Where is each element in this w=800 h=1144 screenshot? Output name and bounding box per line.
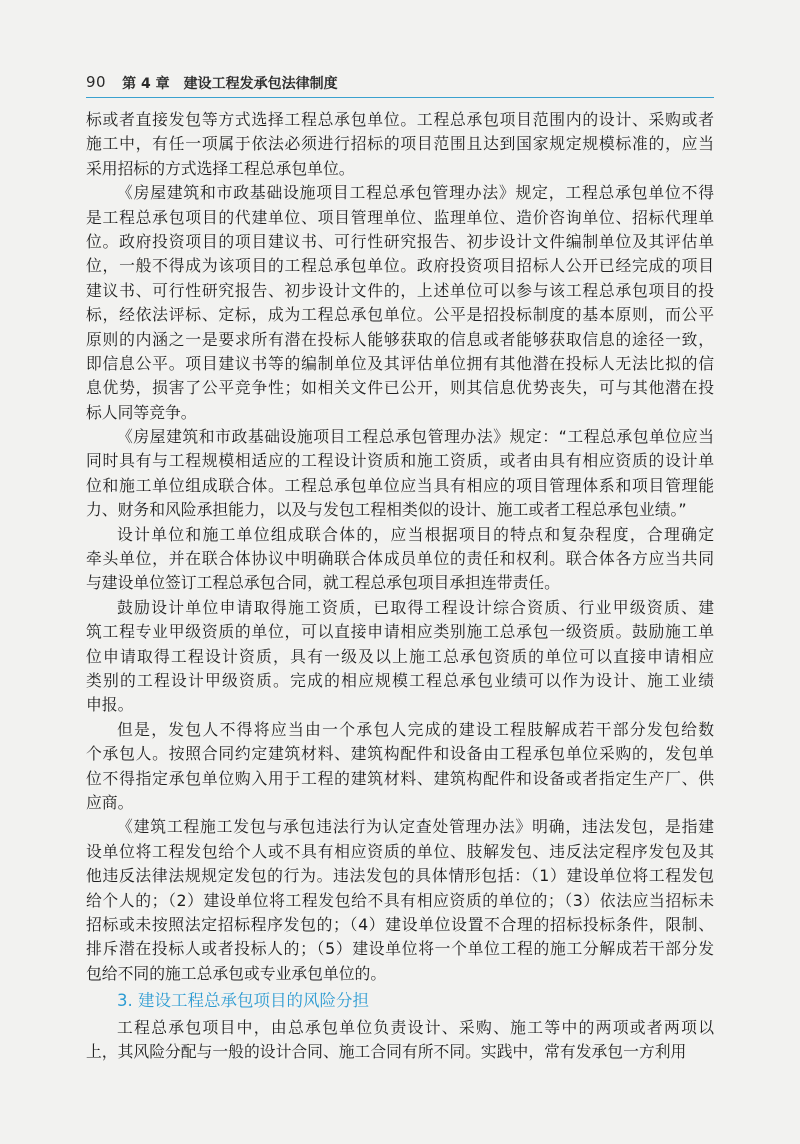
section-heading: 3. 建设工程总承包项目的风险分担 xyxy=(117,991,369,1011)
paragraph xyxy=(86,425,714,523)
text-line: 位和施工单位组成联合体。工程总承包单位应当具有相应的项目管理体系和项目管理能 xyxy=(86,475,714,495)
chapter-number: 第 4 章 xyxy=(122,76,170,92)
text-line: 是工程总承包项目的代建单位、项目管理单位、监理单位、造价咨询单位、招标代理单 xyxy=(86,207,714,227)
text-line: 息优势，损害了公平竞争性；如相关文件已公开，则其信息优势丧失，可与其他潜在投 xyxy=(86,378,714,398)
text-line: 招标或未按照法定招标程序发包的；（4）建设单位设置不合理的招标投标条件，限制、 xyxy=(86,914,714,934)
text-line: 位申请取得工程设计资质，具有一级及以上施工总承包资质的单位可以直接申请相应 xyxy=(86,646,714,666)
text-line: 工程总承包项目中，由总承包单位负责设计、采购、施工等中的两项或者两项以 xyxy=(117,1018,714,1038)
final-paragraph xyxy=(86,1016,714,1065)
text-line: 但是，发包人不得将应当由一个承包人完成的建设工程肢解成若干部分发包给数 xyxy=(117,719,714,739)
text-line: 位。政府投资项目的项目建议书、可行性研究报告、初步设计文件编制单位及其评估单 xyxy=(86,231,714,251)
text-line: 个承包人。按照合同约定建筑材料、建筑构配件和设备由工程承包单位采购的，发包单 xyxy=(86,744,714,764)
text-line: 位不得指定承包单位购入用于工程的建筑材料、建筑构配件和设备或者指定生产厂、供 xyxy=(86,768,714,788)
body-text xyxy=(86,108,714,1065)
text-line: 牵头单位，并在联合体协议中明确联合体成员单位的责任和权利。联合体各方应当共同 xyxy=(86,549,714,569)
text-line: 原则的内涵之一是要求所有潜在投标人能够获取的信息或者能够获取信息的途径一致， xyxy=(86,329,714,349)
text-line: 鼓励设计单位申请取得施工资质，已取得工程设计综合资质、行业甲级资质、建 xyxy=(117,597,714,617)
paragraph xyxy=(86,718,714,816)
text-line: 设单位将工程发包给个人或不具有相应资质的单位、肢解发包、违反法定程序发包及其 xyxy=(86,841,714,861)
paragraph xyxy=(86,1016,714,1065)
text-line: 筑工程专业甲级资质的单位，可以直接申请相应类别施工总承包一级资质。鼓励施工单 xyxy=(86,622,714,642)
text-line: 上，其风险分配与一般的设计合同、施工合同有所不同。实践中，常有发承包一方利用 xyxy=(86,1042,687,1062)
chapter-title: 建设工程发承包法律制度 xyxy=(183,76,338,92)
text-line: 申报。 xyxy=(86,695,134,715)
text-line: 力、财务和风险承担能力，以及与发包工程相类似的设计、施工或者工程总承包业绩。” xyxy=(86,500,687,520)
text-line: 他违反法律法规规定发包的行为。违法发包的具体情形包括：（1）建设单位将工程发包 xyxy=(86,866,714,886)
page-number: 90 xyxy=(86,73,107,91)
text-line: 与建设单位签订工程总承包合同，就工程总承包项目承担连带责任。 xyxy=(86,573,560,593)
text-line: 应商。 xyxy=(86,792,134,812)
text-line: 标或者直接发包等方式选择工程总承包单位。工程总承包项目范围内的设计、采购或者 xyxy=(86,110,714,129)
text-line: 设计单位和施工单位组成联合体的，应当根据项目的特点和复杂程度，合理确定 xyxy=(117,524,714,544)
text-line: 类别的工程设计甲级资质。完成的相应规模工程总承包业绩可以作为设计、施工业绩 xyxy=(86,670,714,690)
text-line: 《房屋建筑和市政基础设施项目工程总承包管理办法》规定，工程总承包单位不得 xyxy=(117,183,714,203)
text-line: 给个人的；（2）建设单位将工程发包给不具有相应资质的单位的；（3）依法应当招标未 xyxy=(86,890,714,910)
text-line: 排斥潜在投标人或者投标人的；（5）建设单位将一个单位工程的施工分解成若干部分发 xyxy=(86,939,714,959)
text-line: 施工中，有任一项属于依法必须进行招标的项目范围且达到国家规定规模标准的，应当 xyxy=(86,134,714,154)
text-line: 《建筑工程施工发包与承包违法行为认定查处管理办法》明确，违法发包，是指建 xyxy=(117,817,714,837)
text-line: 采用招标的方式选择工程总承包单位。 xyxy=(86,158,355,178)
text-line: 同时具有与工程规模相适应的工程设计资质和施工资质，或者由具有相应资质的设计单 xyxy=(86,451,714,471)
text-line: 位，一般不得成为该项目的工程总承包单位。政府投资项目招标人公开已经完成的项目 xyxy=(86,256,714,276)
text-line: 建议书、可行性研究报告、初步设计文件的，上述单位可以参与该工程总承包项目的投 xyxy=(86,280,714,300)
text-line: 标，经依法评标、定标，成为工程总承包单位。公平是招投标制度的基本原则，而公平 xyxy=(86,305,714,325)
paragraph xyxy=(86,815,714,986)
running-header xyxy=(86,73,714,98)
paragraph xyxy=(86,108,714,181)
paragraph xyxy=(86,523,714,596)
paragraph-list xyxy=(86,108,714,986)
text-line: 《房屋建筑和市政基础设施项目工程总承包管理办法》规定：“工程总承包单位应当 xyxy=(117,427,714,447)
paragraph xyxy=(86,181,714,425)
text-line: 标人同等竞争。 xyxy=(86,402,197,422)
text-line: 即信息公平。项目建议书等的编制单位及其评估单位拥有其他潜在投标人无法比拟的信 xyxy=(86,353,714,373)
paragraph xyxy=(86,596,714,718)
text-line: 包给不同的施工总承包或专业承包单位的。 xyxy=(86,963,387,983)
